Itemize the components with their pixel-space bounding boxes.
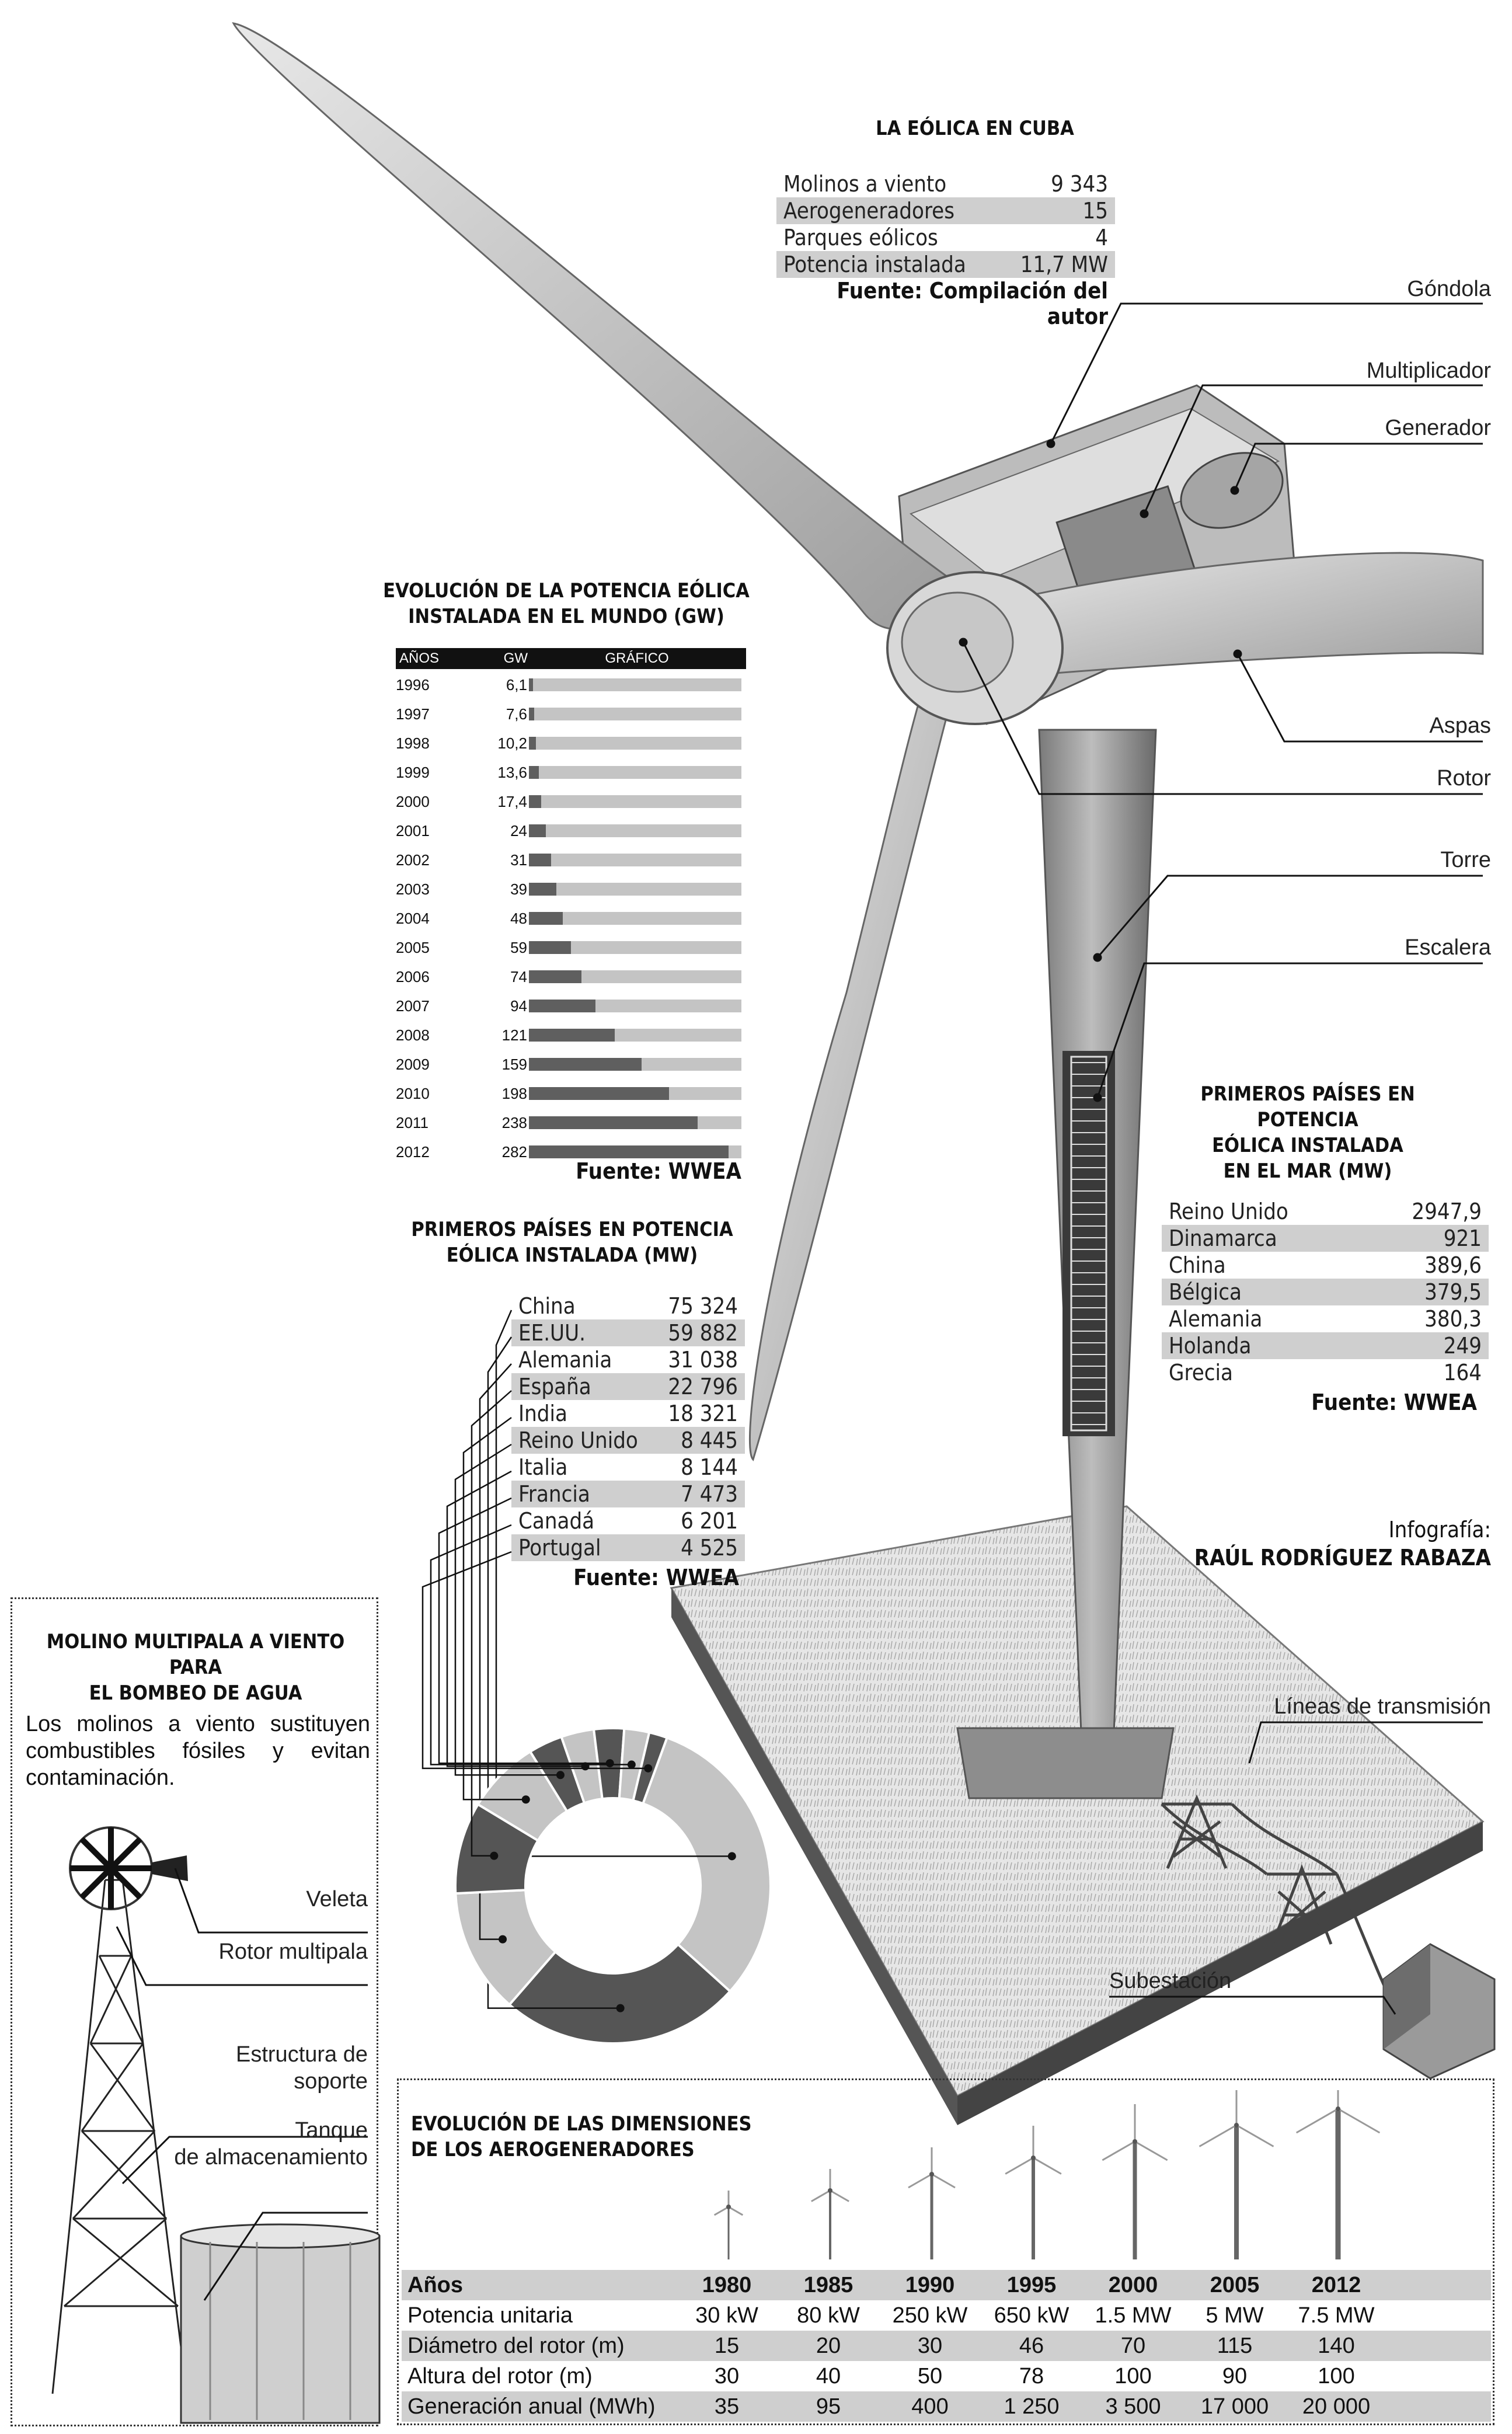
dim-cell: 15	[714, 2333, 740, 2358]
credit-label: Infografía:	[1388, 1517, 1491, 1542]
donut-leader-dot	[606, 1759, 614, 1767]
label-torre: Torre	[1440, 848, 1491, 872]
gw-bar-track	[529, 1116, 741, 1129]
multipala-title-line: EL BOMBEO DE AGUA	[89, 1681, 302, 1705]
dim-cell: 17 000	[1200, 2394, 1269, 2419]
dim-cell: 5 MW	[1206, 2303, 1264, 2328]
cuba-row-value: 9 343	[1051, 171, 1108, 197]
gw-value: 24	[510, 821, 527, 840]
offshore-row	[1162, 1279, 1489, 1305]
mini-turbine	[908, 2147, 955, 2259]
dim-cell: 90	[1222, 2363, 1248, 2388]
offshore-row-label: Grecia	[1169, 1360, 1233, 1385]
gw-row	[396, 729, 746, 758]
gw-value: 13,6	[497, 763, 527, 781]
gw-year: 1998	[396, 734, 430, 752]
dim-header-row	[402, 2270, 1491, 2300]
gw-year: 2009	[396, 1055, 430, 1073]
gw-year: 2011	[396, 1113, 428, 1131]
offshore-row	[1162, 1252, 1489, 1279]
donut-leader-line	[464, 1418, 526, 1799]
offshore-row-label: Reino Unido	[1169, 1199, 1288, 1224]
credit	[1194, 1516, 1491, 1572]
gw-bar	[529, 883, 556, 896]
country-row-value: 22 796	[668, 1374, 738, 1399]
cuba-row-value: 15	[1082, 198, 1108, 224]
dim-cell: 78	[1019, 2363, 1044, 2388]
gw-year: 1996	[396, 675, 430, 694]
multipala-rotor	[70, 1827, 188, 1909]
country-row-label: Italia	[518, 1454, 568, 1480]
gw-row	[396, 787, 746, 816]
country-row-label: EE.UU.	[518, 1320, 586, 1346]
gw-value: 238	[501, 1113, 527, 1131]
offshore-row-value: 164	[1443, 1360, 1482, 1385]
label-estructura-line: soporte	[294, 2069, 368, 2094]
offshore-source: Fuente: WWEA	[1311, 1390, 1477, 1415]
label-generador: Generador	[1385, 416, 1491, 440]
gw-bar-track	[529, 737, 741, 750]
country-row-label: Reino Unido	[518, 1427, 638, 1453]
dim-row-label: Altura del rotor (m)	[407, 2363, 593, 2388]
offshore-row-label: Bélgica	[1169, 1279, 1242, 1305]
gw-row	[396, 816, 746, 845]
gw-value: 74	[510, 967, 527, 986]
cuba-row-label: Aerogeneradores	[783, 198, 955, 224]
country-row-label: España	[518, 1374, 591, 1399]
substation-building	[1384, 1944, 1494, 2078]
dim-cell: 140	[1318, 2333, 1355, 2358]
gw-bar-track	[529, 1087, 741, 1100]
gw-row	[396, 875, 746, 904]
dim-cell: 50	[917, 2363, 943, 2388]
gw-bar	[529, 824, 546, 837]
gw-bar	[529, 708, 534, 720]
offshore-row	[1162, 1332, 1489, 1359]
gw-bar	[529, 941, 571, 954]
dim-cell: 7.5 MW	[1298, 2303, 1375, 2328]
gw-bar-track	[529, 795, 741, 808]
cuba-row	[776, 170, 1115, 197]
gw-row	[396, 962, 746, 991]
offshore-row-value: 380,3	[1424, 1306, 1482, 1332]
cuba-row	[776, 251, 1115, 278]
gw-year: 2007	[396, 997, 430, 1015]
offshore-row-label: Alemania	[1169, 1306, 1263, 1332]
gw-value: 94	[510, 997, 527, 1015]
gw-value: 17,4	[497, 792, 527, 810]
label-veleta: Veleta	[306, 1887, 368, 1911]
gw-bar	[529, 678, 533, 691]
donut-leader-line	[439, 1498, 610, 1763]
gw-bar	[529, 1000, 595, 1012]
gw-row	[396, 758, 746, 787]
label-subestacion: Subestación	[1109, 1969, 1232, 1993]
mini-turbine	[1199, 2090, 1273, 2259]
label-gondola: Góndola	[1407, 277, 1491, 301]
gw-bar-track	[529, 824, 741, 837]
label-escalera: Escalera	[1405, 935, 1491, 960]
col-years-header: AÑOS	[399, 650, 440, 666]
credit-author: RAÚL RODRÍGUEZ RABAZA	[1194, 1545, 1491, 1571]
gw-year: 2004	[396, 909, 430, 927]
gw-bar-track	[529, 883, 741, 896]
dim-year: 1980	[702, 2272, 752, 2297]
label-rotor: Rotor	[1437, 766, 1491, 791]
gw-bar	[529, 1058, 642, 1071]
dim-row	[402, 2331, 1491, 2361]
country-row-value: 8 144	[681, 1454, 738, 1480]
storage-tank	[181, 2224, 379, 2423]
mini-turbine	[1005, 2126, 1061, 2259]
gw-year: 2001	[396, 821, 430, 840]
dim-year: 2000	[1108, 2272, 1158, 2297]
label-tanque-line: Tanque	[295, 2118, 368, 2143]
world-power-title-line: EVOLUCIÓN DE LA POTENCIA EÓLICA	[383, 579, 750, 603]
label-estructura	[175, 2041, 368, 2095]
gw-row	[396, 670, 746, 699]
country-row-value: 75 324	[668, 1293, 738, 1319]
dim-row-label: Potencia unitaria	[407, 2303, 573, 2328]
ladder-cutout	[1062, 1051, 1115, 1436]
gw-bar-track	[529, 1145, 741, 1158]
dim-cell: 40	[816, 2363, 841, 2388]
cuba-row-label: Molinos a viento	[783, 171, 947, 197]
dim-cell: 30	[714, 2363, 740, 2388]
dim-cell: 115	[1217, 2333, 1253, 2358]
gw-row	[396, 991, 746, 1021]
dim-year: 1990	[905, 2272, 955, 2297]
offshore-row-value: 379,5	[1424, 1279, 1482, 1305]
dim-cell: 1.5 MW	[1095, 2303, 1172, 2328]
gw-year: 2000	[396, 792, 430, 810]
offshore-table	[1162, 1198, 1489, 1386]
world-power-title	[374, 578, 759, 629]
cuba-table	[776, 170, 1115, 329]
gw-value: 282	[501, 1143, 527, 1161]
top-countries-source: Fuente: WWEA	[573, 1565, 739, 1590]
dim-year: 1985	[803, 2272, 853, 2297]
dim-header-label: Años	[407, 2272, 463, 2297]
world-power-source: Fuente: WWEA	[576, 1158, 741, 1184]
label-tanque-line: de almacenamiento	[174, 2145, 368, 2170]
gw-year: 2002	[396, 851, 430, 869]
offshore-row	[1162, 1225, 1489, 1252]
cuba-row	[776, 197, 1115, 224]
gw-bar-track	[529, 678, 741, 691]
label-rotor-multipala: Rotor multipala	[218, 1939, 368, 1964]
gw-bar	[529, 1087, 669, 1100]
gw-bar-track	[529, 970, 741, 983]
dim-cell: 35	[714, 2394, 740, 2419]
gw-bar	[529, 1029, 615, 1042]
cuba-source: Fuente: Compilación del autor	[837, 278, 1108, 329]
dimensions-title-line: EVOLUCIÓN DE LAS DIMENSIONES	[411, 2112, 752, 2136]
gw-bar-track	[529, 766, 741, 779]
country-row-label: India	[518, 1401, 567, 1426]
gw-value: 48	[510, 909, 527, 927]
gw-year: 2008	[396, 1026, 430, 1044]
gw-value: 159	[501, 1055, 527, 1073]
gw-value: 59	[510, 938, 527, 956]
gw-bar	[529, 737, 536, 750]
donut-leader-dot	[490, 1852, 498, 1860]
dim-cell: 100	[1114, 2363, 1152, 2388]
label-aspas: Aspas	[1429, 713, 1491, 738]
dim-cell: 400	[911, 2394, 949, 2419]
dim-year: 2005	[1210, 2272, 1260, 2297]
country-row-value: 4 525	[681, 1535, 738, 1561]
turbine-size-illustrations	[670, 2090, 1487, 2265]
gw-bar	[529, 1145, 729, 1158]
mini-turbine	[1102, 2104, 1167, 2259]
country-row-label: Portugal	[518, 1535, 601, 1561]
gw-year: 2006	[396, 967, 430, 986]
dim-cell: 46	[1019, 2333, 1044, 2358]
donut-leader-dot	[499, 1935, 507, 1944]
label-estructura-line: Estructura de	[236, 2042, 368, 2067]
gw-bar-track	[529, 912, 741, 925]
offshore-row-label: Holanda	[1169, 1333, 1252, 1359]
dim-cell: 20 000	[1302, 2394, 1371, 2419]
gw-bar-track	[529, 1058, 741, 1071]
label-multiplicador: Multiplicador	[1366, 358, 1491, 383]
gw-row	[396, 699, 746, 729]
donut-leader-dot	[522, 1795, 530, 1803]
cuba-row-value: 11,7 MW	[1020, 252, 1108, 277]
dim-cell: 95	[816, 2394, 841, 2419]
country-row-label: China	[518, 1293, 576, 1319]
offshore-title	[1150, 1081, 1465, 1184]
cuba-row-label: Potencia instalada	[783, 252, 966, 277]
dim-cell: 1 250	[1004, 2394, 1060, 2419]
country-row-value: 31 038	[668, 1347, 738, 1373]
mini-turbine	[1297, 2090, 1380, 2259]
gw-bar-track	[529, 1000, 741, 1012]
gw-row	[396, 904, 746, 933]
dim-row	[402, 2361, 1491, 2391]
gw-bar	[529, 1116, 698, 1129]
mini-turbine	[715, 2191, 743, 2259]
multipala-title	[18, 1629, 374, 1706]
col-gw-header: GW	[503, 650, 528, 666]
multipala-text: Los molinos a viento sustituyen combustibles fósiles y evitan contaminación.	[26, 1712, 370, 1790]
gw-year: 1999	[396, 763, 430, 781]
cuba-row-value: 4	[1095, 225, 1108, 250]
world-power-header	[396, 648, 746, 669]
gw-bar-track	[529, 1029, 741, 1042]
gw-bar	[529, 854, 551, 866]
gw-value: 6,1	[506, 675, 527, 694]
col-chart-header: GRÁFICO	[605, 650, 669, 666]
donut-leader-line	[447, 1471, 586, 1766]
cuba-row	[776, 224, 1115, 251]
offshore-row-value: 389,6	[1424, 1252, 1482, 1278]
donut-leader-dot	[644, 1764, 652, 1773]
country-row-label: Alemania	[518, 1347, 612, 1373]
dim-cell: 250 kW	[892, 2303, 968, 2328]
dim-cell: 80 kW	[797, 2303, 860, 2328]
multipala-title-line: MOLINO MULTIPALA A VIENTO PARA	[46, 1630, 345, 1679]
dim-year: 1995	[1006, 2272, 1057, 2297]
dim-cell: 100	[1318, 2363, 1355, 2388]
top-countries-title	[397, 1217, 747, 1268]
label-tanque	[152, 2117, 368, 2171]
gw-value: 39	[510, 880, 527, 898]
world-power-title-line: INSTALADA EN EL MUNDO (GW)	[408, 605, 724, 628]
gw-row	[396, 1079, 746, 1108]
offshore-title-line: EÓLICA INSTALADA	[1212, 1134, 1403, 1157]
gw-year: 1997	[396, 705, 430, 723]
dim-row	[402, 2300, 1491, 2331]
gw-bar	[529, 766, 539, 779]
dim-cell: 3 500	[1105, 2394, 1161, 2419]
gw-value: 121	[501, 1026, 527, 1044]
dim-year: 2012	[1311, 2272, 1361, 2297]
gw-bar	[529, 970, 581, 983]
hub	[887, 572, 1062, 724]
gw-bar	[529, 912, 563, 925]
offshore-row-value: 249	[1443, 1333, 1482, 1359]
country-row-value: 18 321	[668, 1401, 738, 1426]
top-countries-donut	[379, 1302, 846, 2049]
gw-year: 2012	[396, 1143, 430, 1161]
gw-bar	[529, 795, 541, 808]
donut-leader-dot	[628, 1760, 636, 1768]
top-countries-title-line: PRIMEROS PAÍSES EN POTENCIA	[411, 1218, 733, 1241]
country-row-value: 7 473	[681, 1481, 738, 1507]
offshore-row	[1162, 1359, 1489, 1386]
gw-bar-track	[529, 941, 741, 954]
dim-row-label: Diámetro del rotor (m)	[407, 2333, 625, 2358]
dim-row	[402, 2391, 1491, 2422]
mini-turbine	[811, 2169, 849, 2259]
offshore-row-value: 2947,9	[1412, 1199, 1482, 1224]
offshore-row-label: China	[1169, 1252, 1226, 1278]
gw-row	[396, 1108, 746, 1137]
offshore-title-line: PRIMEROS PAÍSES EN POTENCIA	[1200, 1082, 1415, 1131]
cuba-row-label: Parques eólicos	[783, 225, 938, 250]
offshore-row-label: Dinamarca	[1169, 1225, 1277, 1251]
offshore-row-value: 921	[1443, 1225, 1482, 1251]
gw-value: 10,2	[497, 734, 527, 752]
donut-leader-dot	[556, 1771, 565, 1779]
dim-cell: 20	[816, 2333, 841, 2358]
dim-cell: 30 kW	[695, 2303, 758, 2328]
offshore-row	[1162, 1305, 1489, 1332]
gw-value: 198	[501, 1084, 527, 1102]
dim-cell: 30	[917, 2333, 943, 2358]
gw-bar-track	[529, 708, 741, 720]
country-row-label: Canadá	[518, 1508, 595, 1534]
gw-bar-track	[529, 854, 741, 866]
gw-value: 7,6	[506, 705, 527, 723]
country-row-value: 8 445	[681, 1427, 738, 1453]
country-row-label: Francia	[518, 1481, 590, 1507]
country-row-value: 6 201	[681, 1508, 738, 1534]
donut-leader-dot	[728, 1852, 736, 1860]
dim-cell: 650 kW	[994, 2303, 1069, 2328]
gw-year: 2005	[396, 938, 430, 956]
dimensions-title-line: DE LOS AEROGENERADORES	[411, 2138, 695, 2161]
offshore-row	[1162, 1198, 1489, 1225]
gw-value: 31	[510, 851, 527, 869]
cuba-title: LA EÓLICA EN CUBA	[876, 117, 1074, 140]
gw-year: 2010	[396, 1084, 430, 1102]
gw-row	[396, 845, 746, 875]
donut-slice	[643, 1737, 771, 1991]
top-countries-title-line: EÓLICA INSTALADA (MW)	[446, 1244, 698, 1267]
offshore-title-line: EN EL MAR (MW)	[1223, 1159, 1392, 1183]
label-lineas-transmision: Líneas de transmisión	[1274, 1694, 1491, 1719]
gw-row	[396, 933, 746, 962]
dim-cell: 70	[1120, 2333, 1146, 2358]
gw-year: 2003	[396, 880, 430, 898]
donut-leader-dot	[616, 2004, 625, 2012]
gw-row	[396, 1050, 746, 1079]
country-row-value: 59 882	[668, 1320, 738, 1346]
dim-row-label: Generación anual (MWh)	[407, 2394, 656, 2419]
gw-row	[396, 1021, 746, 1050]
